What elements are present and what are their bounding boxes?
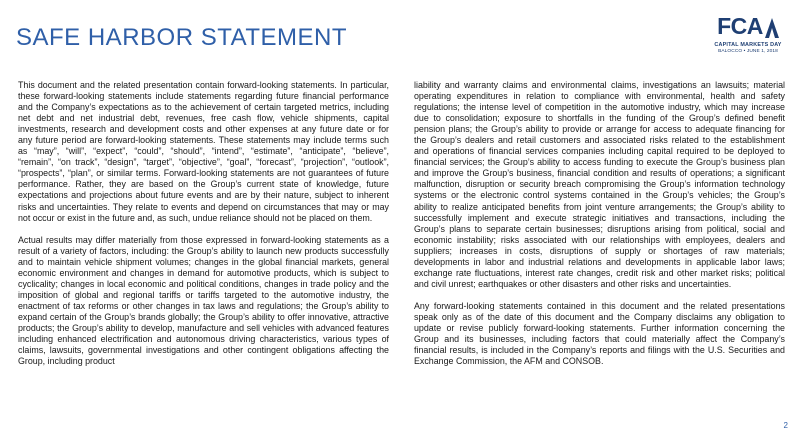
left-column xyxy=(18,80,389,367)
disclaimer-paragraph: This document and the related presentation contain forward-looking statements. In particular, these forward-looking statements include statements regarding future financial performance and the Company’s expectations as to the achievement of certain targeted metrics, including net debt and net industrial debt, revenues, free cash flow, vehicle shipments, capital investments, research and development costs and other expenses at any future date or for any future period are forward-looking statements. These statements may include terms such as “may”, “will”, “expect”, “could”, “should”, “intend”, “estimate”, “anticipate”, “believe”, “remain”, “on track”, “design”, “target”, “objective”, “goal”, “forecast”, “projection”, “outlook”, “prospects”, “plan”, or similar terms. Forward-looking statements are not guarantees of future performance. Rather, they are based on the Group’s current state of knowledge, future expectations and projections about future events and are by their nature, subject to inherent risks and uncertainties. They relate to events and depend on circumstances that may or may not occur or exist in the future and, as such, undue reliance should not be placed on them. xyxy=(18,80,389,223)
logo-mark xyxy=(708,14,788,38)
page-title: SAFE HARBOR STATEMENT xyxy=(16,24,347,51)
page-number: 2 xyxy=(783,421,788,430)
disclaimer-paragraph: Actual results may differ materially from those expressed in forward-looking statements as a result of a variety of factors, including: the Group’s ability to launch new products successfully and to maintain vehicle shipment volumes; changes in the global financial markets, general economic environment and changes in demand for automotive products, which is subject to cyclicality; changes in local economic and political conditions, changes in trade policy and the imposition of global and regional tariffs or tariffs targeted to the automotive industry, the enactment of tax reforms or other changes in tax laws and regulations; the Group’s ability to expand certain of the Group’s brands globally; the Group’s ability to offer innovative, attractive products; the Group’s ability to develop, manufacture and sell vehicles with advanced features including enhanced electrification and autonomous driving characteristics, various types of claims, lawsuits, governmental investigations and other contingent obligations affecting the Group, including product xyxy=(18,234,389,367)
fca-logo xyxy=(708,14,788,66)
right-column xyxy=(414,80,785,367)
logo-event-label: CAPITAL MARKETS DAY xyxy=(714,42,782,48)
logo-location-date: BALOCCO • JUNE 1, 2018 xyxy=(718,49,778,54)
logo-chevron-icon xyxy=(765,18,779,38)
disclaimer-paragraph: Any forward-looking statements contained in this document and the related presentations speak only as of the date of this document and the Company disclaims any obligation to update or revise publicly forward-looking statements. Further information concerning the Group and its businesses, including factors that could materially affect the Company’s financial results, is included in the Company’s reports and filings with the U.S. Securities and Exchange Commission, the AFM and CONSOB. xyxy=(414,300,785,367)
logo-wordmark: FCA xyxy=(717,13,763,39)
disclaimer-paragraph: liability and warranty claims and environmental claims, investigations an lawsuits; material operating expenditures in relation to compliance with environmental, health and safety regulations; the intense level of competition in the automotive industry, which may increase due to consolidation; exposure to shortfalls in the funding of the Group’s defined benefit pension plans; the Group’s ability to provide or arrange for access to adequate financing for the Group’s dealers and retail customers and associated risks related to the establishment and operations of financial services companies including capital required to be deployed to financial services; the Group’s ability to access funding to execute the Group’s business plan and improve the Group’s business, financial condition and results of operations; a significant malfunction, disruption or security breach compromising the Group’s information technology systems or the electronic control systems contained in the Group’s vehicles; the Group’s ability to realize anticipated benefits from joint venture arrangements; the Group’s ability to successfully implement and execute strategic initiatives and transactions, including the Group’s plans to separate certain businesses; disruptions arising from political, social and economic instability; risks associated with our relationships with employees, dealers and suppliers; increases in costs, disruptions of supply or shortages of raw materials; developments in labor and industrial relations and developments in applicable labor laws; exchange rate fluctuations, interest rate changes, credit risk and other market risks; political and civil unrest; earthquakes or other disasters and other risks and uncertainties. xyxy=(414,80,785,289)
